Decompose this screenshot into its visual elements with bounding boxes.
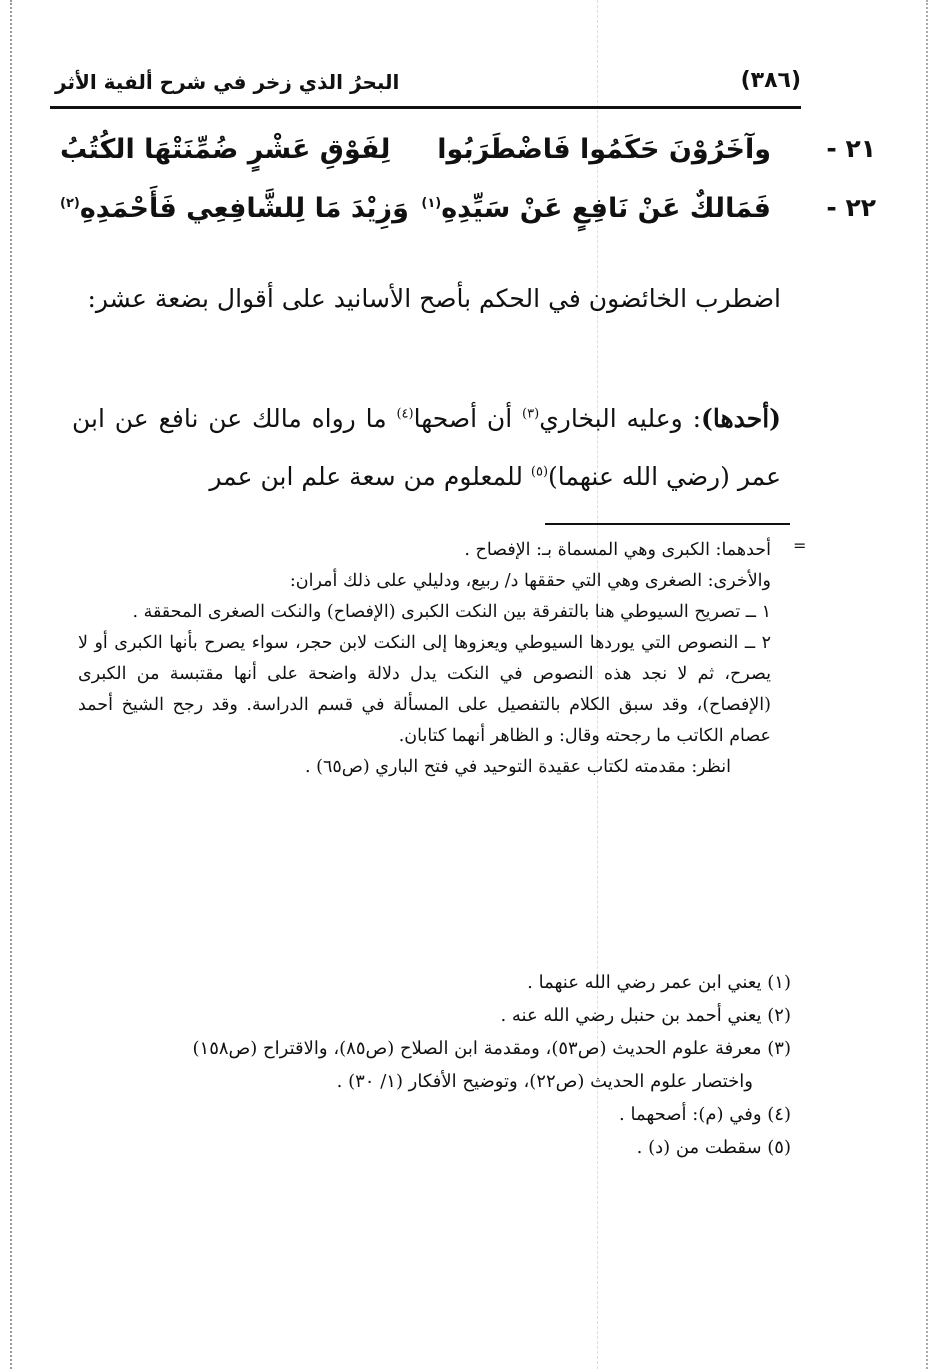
verse-second-hemistich: [60, 193, 409, 224]
text-segment: : وعليه البخاري: [539, 404, 702, 433]
footnote-3-continued: واختصار علوم الحديث (ص٢٢)، وتوضيح الأفكار (١/ ٣٠) .: [336, 1071, 753, 1092]
note-line: أحدهما: الكبرى وهي المسماة بـ: الإفصاح .: [464, 540, 771, 560]
page-number: (٣٨٦): [740, 68, 801, 93]
footnote-ref: (٥): [530, 464, 549, 480]
continuation-mark: =: [793, 536, 807, 555]
note-line: والأخرى: الصغرى وهي التي حققها د/ ربيع، ودليلي على ذلك أمران:: [289, 571, 771, 591]
hemistich-text: وَزِيْدَ مَا لِلشَّافِعِي فَأَحْمَدِهِ: [79, 193, 409, 224]
first-opinion-paragraph: [72, 390, 781, 506]
header-rule: [50, 106, 801, 109]
scan-edge-right: [926, 0, 928, 1369]
note-item: ١ ــ تصريح السيوطي هنا بالتفرقة بين النكت الكبرى (الإفصاح) والنكت الصغرى المحققة .: [132, 602, 771, 622]
verse-number: ٢٢ -: [826, 193, 876, 222]
intro-paragraph: اضطرب الخائضون في الحكم بأصح الأسانيد على أقوال بضعة عشر:: [87, 284, 781, 313]
opinion-label: (أحدها): [701, 404, 781, 433]
verse-number: ٢١ -: [826, 134, 876, 163]
text-segment: للمعلوم من سعة علم ابن عمر: [209, 462, 531, 491]
footnote-4: (٤) وفي (م): أصحهما .: [619, 1104, 791, 1125]
verse-21: [60, 134, 876, 184]
footnote-separator: [545, 523, 790, 525]
footnote-5: (٥) سقطت من (د) .: [636, 1137, 791, 1158]
page-header: [55, 68, 801, 102]
scan-edge-left: [10, 0, 12, 1369]
footnote-2: (٢) يعني أحمد بن حنبل رضي الله عنه .: [500, 1005, 791, 1026]
carryover-footnote: [78, 535, 771, 783]
text-segment: أن أصحها: [413, 404, 523, 433]
hemistich-text: فَمَالكٌ عَنْ نَافِعٍ عَنْ سَيِّدِهِ: [441, 193, 771, 224]
footnote-ref: (٢): [60, 196, 80, 211]
note-line: انظر: مقدمته لكتاب عقيدة التوحيد في فتح الباري (ص٦٥) .: [304, 757, 731, 777]
verse-second-hemistich: لِفَوْقِ عَشْرٍ ضُمِّنَتْهَا الكُتُبُ: [60, 134, 391, 165]
footnote-ref: (٣): [522, 406, 540, 422]
verse-22: [60, 193, 876, 243]
note-item: ٢ ــ النصوص التي يوردها السيوطي ويعزوها إلى النكت لابن حجر، سواء يصرح بأنها الكبرى أو لا يصرح، ثم لا نجد هذه النصوص في النكت يدل دلالة واضحة على أنها مقتبسة من الكبرى (الإفصاح)، وقد سبق الكلام بالتفصيل على المسألة في قسم الدراسة. وقد رجح الشيخ أحمد عصام الكاتب ما رجحته وقال: و الظاهر أنهما كتابان.: [78, 633, 771, 746]
footnotes: [78, 966, 791, 1164]
verse-first-hemistich: وآخَرُوْنَ حَكَمُوا فَاضْطَرَبُوا: [437, 134, 771, 165]
footnote-3: (٣) معرفة علوم الحديث (ص٥٣)، ومقدمة ابن الصلاح (ص٨٥)، والاقتراح (ص١٥٨): [192, 1038, 791, 1059]
footnote-ref: (١): [421, 196, 442, 211]
verse-first-hemistich: [421, 193, 771, 224]
footnote-ref: (٤): [396, 406, 414, 422]
text-segment: ما رواه مالك عن نافع عن ابن عمر (رضي الله عنهما): [72, 404, 781, 491]
footnote-1: (١) يعني ابن عمر رضي الله عنهما .: [527, 972, 791, 993]
running-title: البحرُ الذي زخر في شرح ألفية الأثر: [55, 70, 400, 94]
